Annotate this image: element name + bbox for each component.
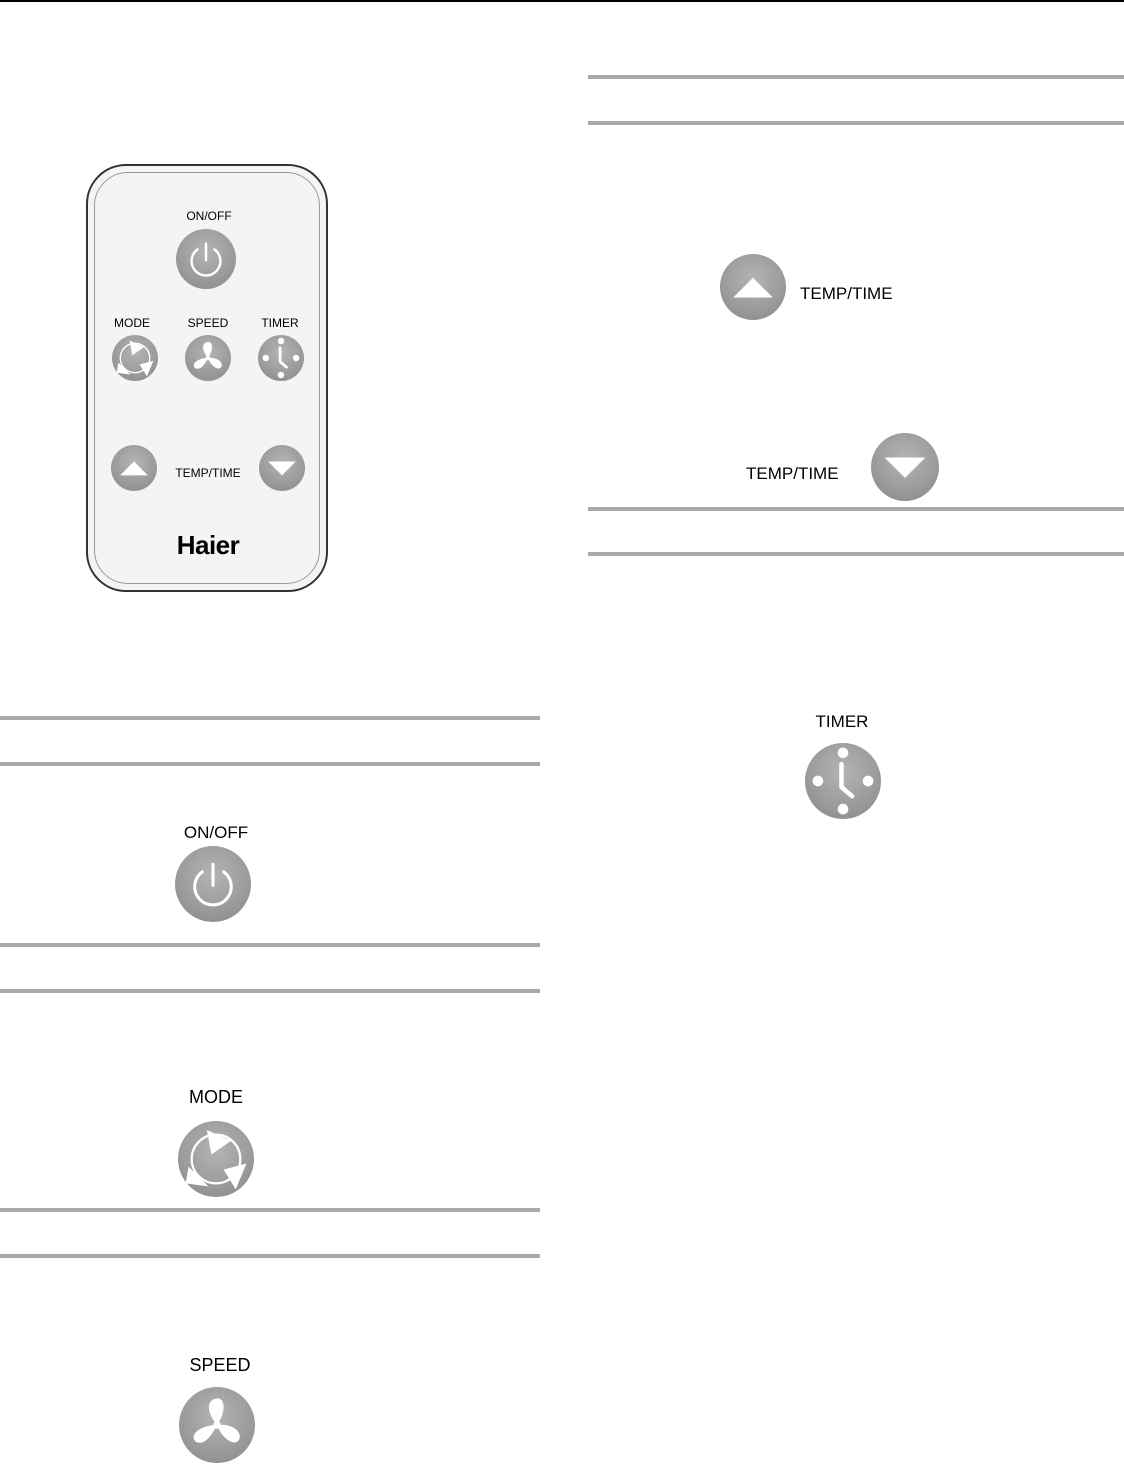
- speed-button[interactable]: [179, 1387, 255, 1463]
- up-arrow-icon: [720, 254, 786, 320]
- remote-speed-label: SPEED: [187, 316, 229, 330]
- timer-label: TIMER: [815, 712, 869, 731]
- mode-label: MODE: [189, 1087, 243, 1107]
- section-rule: [588, 507, 1124, 511]
- remote-temp-down-button[interactable]: [259, 445, 305, 491]
- remote-temp-up-button[interactable]: [111, 445, 157, 491]
- down-arrow-icon: [871, 433, 939, 501]
- brand-logo: Haier: [176, 530, 240, 560]
- temp-down-label: TEMP/TIME: [746, 464, 839, 483]
- remote-on-off-label: ON/OFF: [186, 209, 232, 223]
- temp-up-label: TEMP/TIME: [800, 284, 893, 303]
- on-off-label: ON/OFF: [183, 823, 249, 842]
- remote-timer-button[interactable]: [258, 335, 304, 381]
- remote-timer-label: TIMER: [261, 316, 299, 330]
- remote-speed-button[interactable]: [185, 335, 231, 381]
- section-rule: [588, 75, 1124, 79]
- down-arrow-icon: [259, 445, 305, 491]
- temp-down-button[interactable]: [871, 433, 939, 501]
- timer-icon: [258, 335, 304, 381]
- fan-icon: [179, 1387, 255, 1463]
- remote-temp-time-label: TEMP/TIME: [175, 466, 241, 480]
- power-icon: [176, 229, 236, 289]
- timer-icon: [805, 743, 881, 819]
- top-border: [0, 0, 1124, 2]
- remote-mode-button[interactable]: [112, 335, 158, 381]
- section-rule: [588, 121, 1124, 125]
- section-rule: [0, 716, 540, 720]
- section-rule: [0, 1208, 540, 1212]
- mode-icon: [112, 335, 158, 381]
- timer-button[interactable]: [805, 743, 881, 819]
- temp-up-button[interactable]: [720, 254, 786, 320]
- speed-label: SPEED: [189, 1355, 251, 1375]
- remote-on-off-button[interactable]: [176, 229, 236, 289]
- mode-button[interactable]: [178, 1121, 254, 1197]
- section-rule: [588, 552, 1124, 556]
- remote-mode-label: MODE: [114, 316, 150, 330]
- mode-icon: [178, 1121, 254, 1197]
- section-rule: [0, 943, 540, 947]
- section-rule: [0, 989, 540, 993]
- section-rule: [0, 762, 540, 766]
- remote-control: [86, 164, 328, 592]
- fan-icon: [185, 335, 231, 381]
- on-off-button[interactable]: [175, 846, 251, 922]
- up-arrow-icon: [111, 445, 157, 491]
- power-icon: [175, 846, 251, 922]
- section-rule: [0, 1254, 540, 1258]
